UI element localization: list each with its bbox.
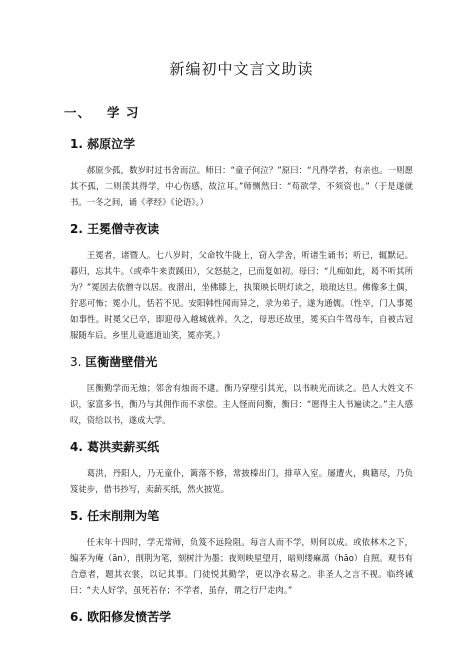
story-title — [70, 353, 413, 370]
story-5 — [70, 507, 413, 598]
story-title — [70, 507, 413, 524]
story-number: 5. — [70, 509, 83, 523]
story-number: 4. — [70, 440, 83, 454]
story-name: 匡衡凿壁借光 — [85, 355, 158, 369]
story-number: 6. — [70, 610, 83, 624]
story-text: 葛洪，丹阳人，乃无童仆，篱落不修，常披榛出门，排草入室。屡遭火，典籍尽，乃负笈徒步，借书抄写，卖薪买纸，然火披览。 — [70, 468, 413, 494]
document-title: 新编初中文言文助读 — [169, 60, 314, 78]
story-title — [70, 135, 413, 152]
story-name: 王冕僧寺夜读 — [87, 222, 160, 236]
story-number: 3. — [70, 355, 82, 369]
story-text: 王冕者，诸暨人。七八岁时，父命牧牛陇上，窃入学舍，听诸生诵书；听已，辄默记。暮归，忘其牛。（或牵牛来责蹊田），父怒挞之，已而复如初。母曰：“儿痴如此，曷不听其所为？”冕因去依僧寺以居。夜潜出，坐佛膝上，执策映长明灯读之，琅琅达旦。佛像多土偶，狞恶可怖；冕小儿，恬若不见。安阳韩性闻而异之，录为弟子，遂为通儒。（性卒，门人事冕如事性。时冕父已卒，即迎母入越城就养。久之，母思还故里，冕买白牛驾母车，自被古冠服随车后。乡里儿竟遮道讪笑，冕亦笑。） — [70, 250, 413, 340]
section-number: 一、 — [64, 105, 92, 120]
story-name: 郝原泣学 — [87, 137, 136, 151]
story-2 — [70, 220, 413, 343]
section-heading — [64, 103, 413, 121]
story-number: 2. — [70, 222, 83, 236]
story-title — [70, 438, 413, 455]
story-3 — [70, 353, 413, 428]
story-6 — [70, 608, 413, 625]
story-number: 1. — [70, 137, 83, 151]
section-title: 学 习 — [107, 105, 140, 120]
story-name: 葛洪卖薪买纸 — [87, 440, 160, 454]
story-text: 任末年十四时，学无常师，负笈不远险阻。每言人而不学，则何以成。或依林木之下，编茅为庵（ān），削荆为笔，刻树汁为墨；夜则映星望月，暗则缕麻蒿（hāo）自照。观书有合意者，题其衣裳，以记其事。门徒悦其勤学，更以净衣易之。非圣人之言不视。临终诫曰：“夫人好学，虽死若存；不学者，虽存，谓之行尸走肉。” — [70, 537, 413, 595]
story-title — [70, 220, 413, 237]
story-text: 郝原少孤，数岁时过书舍而泣。师曰：“童子何泣？”原曰：“凡得学者，有亲也。一则愿其不孤，二则羡其得学，中心伤感，故泣耳。”师恻然曰：“苟欲学，不须资也。”（于是遂就书。一冬之间，诵《孝经》《论语》。） — [70, 165, 413, 207]
story-1 — [70, 135, 413, 210]
story-name: 欧阳修发愤苦学 — [87, 610, 172, 624]
story-name: 任末削荆为笔 — [87, 509, 160, 523]
story-4 — [70, 438, 413, 497]
story-title — [70, 608, 413, 625]
story-text: 匡衡勤学而无烛；邻舍有烛而不逮。衡乃穿壁引其光，以书映光而读之。邑人大姓文不识，家富多书，衡乃与其佣作而不求偿。主人怪而问衡，衡曰：“愿得主人书遍读之。”主人感叹，资给以书，遂成大学。 — [70, 383, 413, 425]
